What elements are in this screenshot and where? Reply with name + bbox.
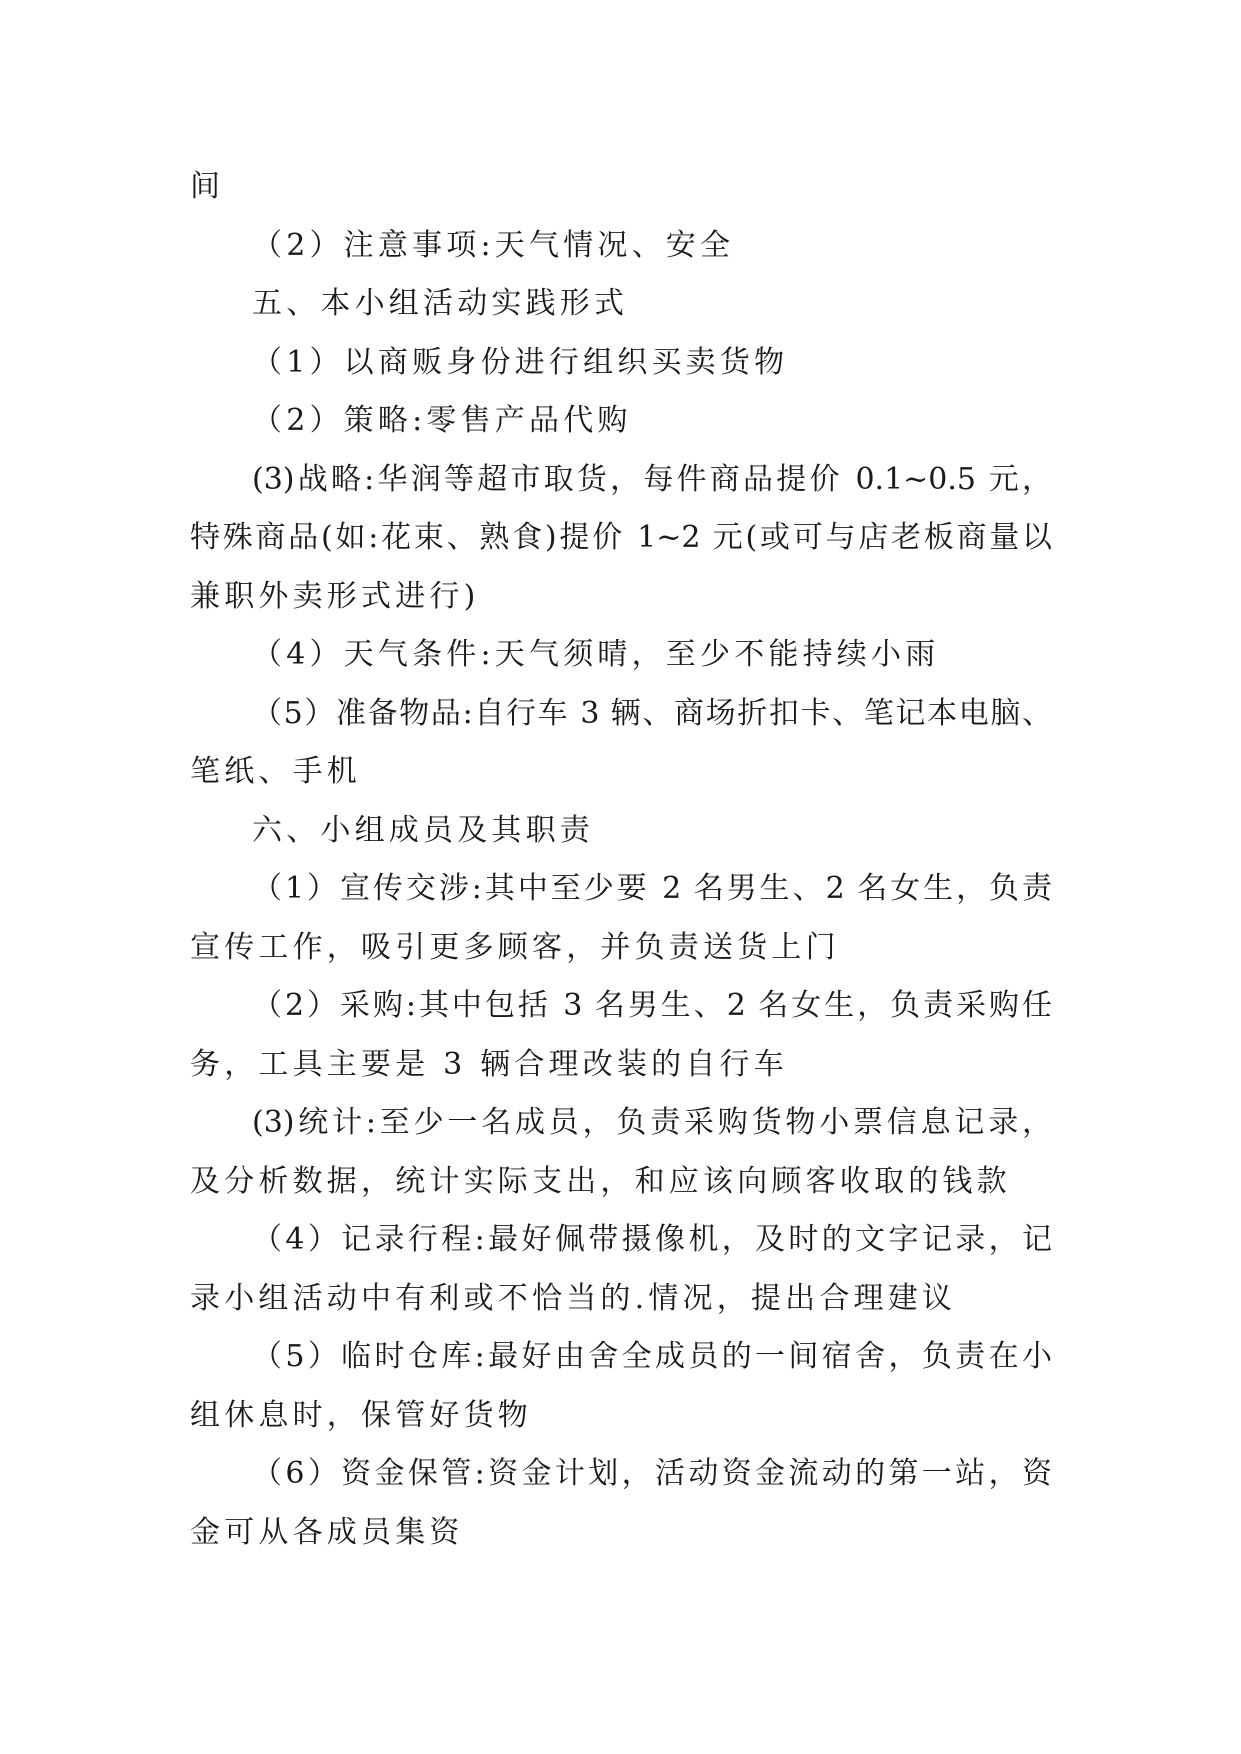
paragraph-line: （5）临时仓库:最好由舍全成员的一间宿舍，负责在小 — [252, 1339, 1052, 1374]
section-heading-six: 六、小组成员及其职责 — [252, 812, 594, 848]
paragraph-line: （6）资金保管:资金计划，活动资金流动的第一站，资 — [252, 1456, 1052, 1491]
paragraph-line: 组休息时，保管好货物 — [190, 1397, 532, 1433]
paragraph-line: （2）采购:其中包括 3 名男生、2 名女生，负责采购任 — [252, 988, 1052, 1023]
paragraph-line: （4）记录行程:最好佩带摄像机，及时的文字记录，记 — [252, 1222, 1052, 1257]
document-body — [190, 158, 1052, 1562]
paragraph-line: 金可从各成员集资 — [190, 1514, 464, 1550]
paragraph-line-continuation: 间 — [190, 169, 225, 204]
paragraph-line: 兼职外卖形式进行) — [190, 578, 480, 614]
paragraph-line: (3)战略:华润等超市取货，每件商品提价 0.1~0.5 元， — [252, 461, 1052, 497]
paragraph-line: 笔纸、手机 — [190, 754, 361, 789]
paragraph-line: （2）注意事项:天气情况、安全 — [252, 227, 735, 263]
paragraph-line: 录小组活动中有利或不恰当的.情况，提出合理建议 — [190, 1280, 957, 1316]
paragraph-line: 宣传工作，吸引更多顾客，并负责送货上门 — [190, 929, 840, 965]
paragraph-line: (3)统计:至少一名成员，负责采购货物小票信息记录， — [252, 1105, 1052, 1140]
section-heading-five: 五、本小组活动实践形式 — [252, 286, 629, 321]
paragraph-line: 及分析数据，统计实际支出，和应该向顾客收取的钱款 — [190, 1163, 1011, 1199]
paragraph-line: 务，工具主要是 3 辆合理改装的自行车 — [190, 1046, 788, 1082]
paragraph-line: （1）以商贩身份进行组织买卖货物 — [252, 344, 789, 380]
paragraph-line: （1）宣传交涉:其中至少要 2 名男生、2 名女生，负责 — [252, 871, 1052, 906]
paragraph-line: （2）策略:零售产品代购 — [252, 403, 632, 438]
paragraph-line: （5）准备物品:自行车 3 辆、商场折扣卡、笔记本电脑、 — [252, 695, 1052, 731]
paragraph-line: （4）天气条件:天气须晴，至少不能持续小雨 — [252, 637, 940, 672]
paragraph-line: 特殊商品(如:花束、熟食)提价 1~2 元(或可与店老板商量以 — [190, 520, 1052, 555]
